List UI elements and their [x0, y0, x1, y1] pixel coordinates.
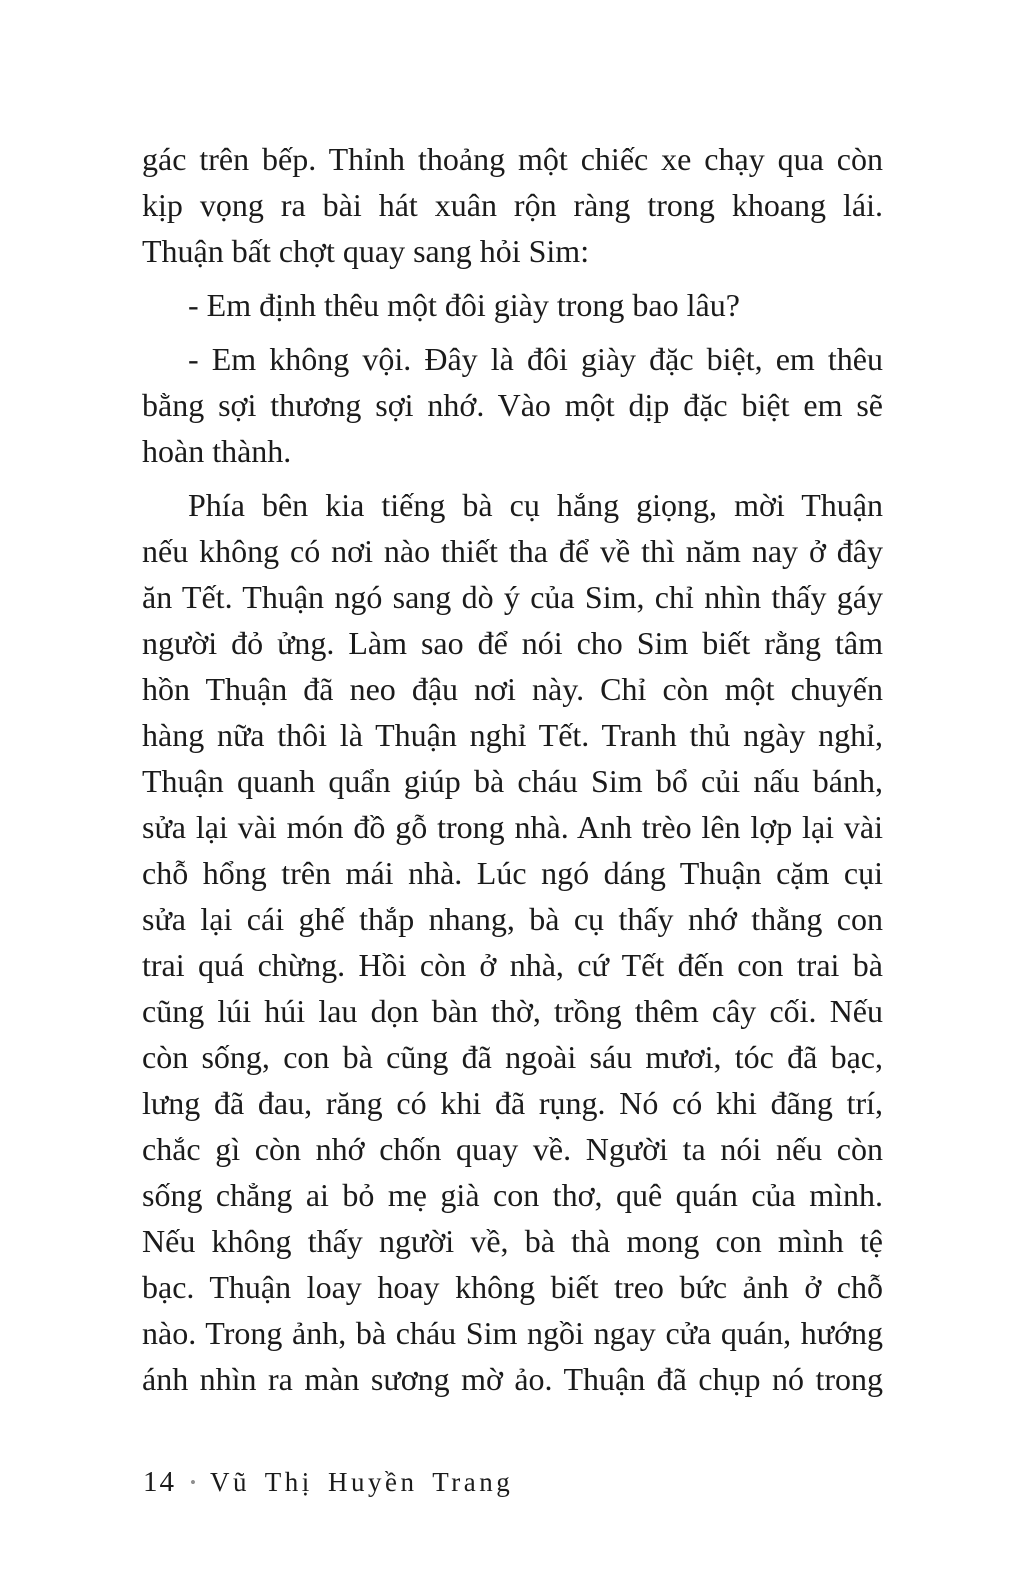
text-line: Thuận quanh quẩn giúp bà cháu Sim bổ củi nấu bánh, [142, 763, 883, 799]
text-line: lưng đã đau, răng có khi đã rụng. Nó có khi đãng trí, [142, 1085, 883, 1121]
paragraph [142, 282, 883, 328]
paragraph [142, 482, 883, 1402]
text-line: còn sống, con bà cũng đã ngoài sáu mươi, tóc đã bạc, [142, 1039, 883, 1075]
author-name: Vũ Thị Huyền Trang [209, 1467, 514, 1497]
text-line: nào. Trong ảnh, bà cháu Sim ngồi ngay cửa quán, hướng [142, 1315, 883, 1351]
text-line: trai quá chừng. Hồi còn ở nhà, cứ Tết đến con trai bà [142, 947, 883, 983]
page-number: 14 [143, 1466, 176, 1498]
text-line: ánh nhìn ra màn sương mờ ảo. Thuận đã chụp nó trong [142, 1361, 883, 1397]
text-line: gác trên bếp. Thỉnh thoảng một chiếc xe chạy qua còn [142, 141, 883, 177]
text-line: Nếu không thấy người về, bà thà mong con mình tệ [142, 1223, 883, 1259]
text-line: chỗ hổng trên mái nhà. Lúc ngó dáng Thuận cặm cụi [142, 855, 883, 891]
text-line: bằng sợi thương sợi nhớ. Vào một dịp đặc biệt em sẽ [142, 387, 883, 423]
text-line: Thuận bất chợt quay sang hỏi Sim: [142, 233, 590, 269]
text-line: kịp vọng ra bài hát xuân rộn ràng trong khoang lái. [142, 187, 883, 223]
text-line: sửa lại cái ghế thắp nhang, bà cụ thấy nhớ thằng con [142, 901, 883, 937]
paragraph [142, 136, 883, 274]
text-line: hồn Thuận đã neo đậu nơi này. Chỉ còn một chuyến [142, 671, 883, 707]
text-line: Phía bên kia tiếng bà cụ hắng giọng, mời Thuận [188, 487, 883, 523]
page-footer [143, 1466, 513, 1499]
text-line: người đỏ ửng. Làm sao để nói cho Sim biết rằng tâm [142, 625, 883, 661]
footer-bullet-icon: • [190, 1473, 196, 1492]
text-line: nếu không có nơi nào thiết tha để về thì năm nay ở đây [142, 533, 883, 569]
text-line: hoàn thành. [142, 433, 292, 469]
text-line: ăn Tết. Thuận ngó sang dò ý của Sim, chỉ nhìn thấy gáy [142, 579, 883, 615]
text-line: sửa lại vài món đồ gỗ trong nhà. Anh trèo lên lợp lại vài [142, 809, 883, 845]
text-line: sống chẳng ai bỏ mẹ già con thơ, quê quán của mình. [142, 1177, 883, 1213]
text-line: - Em định thêu một đôi giày trong bao lâu? [188, 287, 740, 323]
text-line: chắc gì còn nhớ chốn quay về. Người ta nói nếu còn [142, 1131, 883, 1167]
text-line: cũng lúi húi lau dọn bàn thờ, trồng thêm cây cối. Nếu [142, 993, 883, 1029]
paragraph [142, 336, 883, 474]
text-line: bạc. Thuận loay hoay không biết treo bức ảnh ở chỗ [142, 1269, 883, 1305]
text-line: - Em không vội. Đây là đôi giày đặc biệt, em thêu [188, 341, 883, 377]
body-text [142, 136, 883, 1402]
text-line: hàng nữa thôi là Thuận nghỉ Tết. Tranh thủ ngày nghỉ, [142, 717, 883, 753]
